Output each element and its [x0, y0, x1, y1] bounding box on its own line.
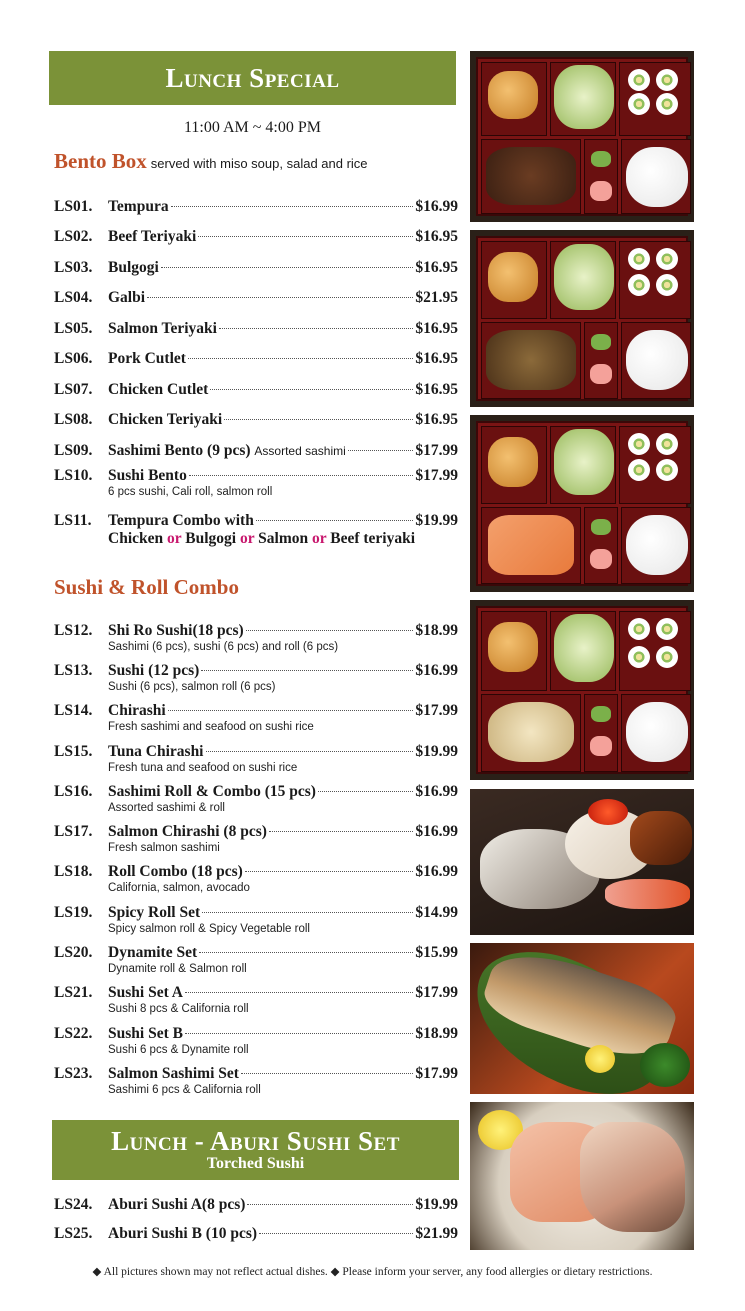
item-name: Aburi Sushi B (10 pcs): [108, 1225, 258, 1242]
menu-item: [54, 944, 458, 976]
bento-box-title: [54, 149, 368, 174]
item-name: Tempura Combo with: [108, 512, 254, 529]
menu-item: [54, 381, 458, 399]
item-code: LS21.: [54, 984, 93, 1001]
menu-item: [54, 512, 458, 548]
item-code: LS23.: [54, 1065, 93, 1082]
item-price: $17.99: [415, 1065, 458, 1082]
item-description: Spicy salmon roll & Spicy Vegetable roll: [108, 923, 310, 935]
aburi-sushi-photo: [470, 1102, 694, 1250]
item-name: Bulgogi: [108, 259, 159, 276]
item-description: Sushi 6 pcs & Dynamite roll: [108, 1044, 249, 1056]
bento-photo-1: [470, 51, 694, 222]
item-description: Sushi 8 pcs & California roll: [108, 1003, 249, 1015]
item-code: LS10.: [54, 467, 93, 484]
item-price: $16.95: [415, 320, 458, 337]
item-description: California, salmon, avocado: [108, 882, 250, 894]
item-price: $16.95: [415, 411, 458, 428]
item-code: LS19.: [54, 904, 93, 921]
menu-item: [54, 289, 458, 307]
grilled-mackerel-photo: [470, 943, 694, 1094]
item-price: $16.95: [415, 381, 458, 398]
item-code: LS14.: [54, 702, 93, 719]
item-name: Tempura: [108, 198, 169, 215]
sushi-roll-combo-title: Sushi & Roll Combo: [54, 575, 239, 599]
item-price: $18.99: [415, 622, 458, 639]
item-code: LS12.: [54, 622, 93, 639]
item-name: Chicken Teriyaki: [108, 411, 223, 428]
item-price: $17.99: [415, 467, 458, 484]
item-description: 6 pcs sushi, Cali roll, salmon roll: [108, 486, 273, 498]
bento-photo-4: [470, 600, 694, 780]
item-name: Beef Teriyaki: [108, 228, 197, 245]
item-price: $19.99: [415, 743, 458, 760]
item-code: LS06.: [54, 350, 93, 367]
item-price: $15.99: [415, 944, 458, 961]
item-code: LS25.: [54, 1225, 93, 1242]
item-price: $16.99: [415, 662, 458, 679]
item-name: Salmon Teriyaki: [108, 320, 217, 337]
item-price: $16.99: [415, 863, 458, 880]
item-description: Fresh tuna and seafood on sushi rice: [108, 762, 298, 774]
item-code: LS08.: [54, 411, 93, 428]
item-price: $16.99: [415, 823, 458, 840]
item-code: LS01.: [54, 198, 93, 215]
item-name: Sushi Bento: [108, 467, 187, 484]
item-code: LS03.: [54, 259, 93, 276]
lunch-special-banner: [49, 51, 456, 105]
item-name: Shi Ro Sushi(18 pcs): [108, 622, 244, 639]
menu-item: [54, 1196, 458, 1214]
menu-item: [54, 743, 458, 775]
or-word: or: [167, 530, 182, 547]
item-price: $21.99: [415, 1225, 458, 1242]
menu-item: [54, 662, 458, 694]
item-price: $16.95: [415, 350, 458, 367]
bento-photo-3: [470, 415, 694, 592]
aburi-sushi-banner: [52, 1120, 459, 1180]
menu-item: [54, 702, 458, 734]
menu-item: [54, 863, 458, 895]
item-price: $17.99: [415, 702, 458, 719]
item-price: $16.99: [415, 783, 458, 800]
item-price: $21.95: [415, 289, 458, 306]
menu-item: [54, 442, 458, 460]
menu-item: [54, 320, 458, 338]
item-code: LS18.: [54, 863, 93, 880]
item-code: LS05.: [54, 320, 93, 337]
menu-item: [54, 984, 458, 1016]
menu-item: [54, 198, 458, 216]
combo-options: [108, 530, 458, 548]
item-name: Salmon Sashimi Set: [108, 1065, 239, 1082]
menu-item: [54, 1225, 458, 1243]
item-name: Galbi: [108, 289, 146, 306]
menu-item: [54, 411, 458, 429]
item-name: Sushi Set B: [108, 1025, 183, 1042]
item-description: Assorted sashimi & roll: [108, 802, 225, 814]
item-price: $18.99: [415, 1025, 458, 1042]
item-name-text: Sashimi Bento (9 pcs): [108, 442, 251, 459]
item-description: Sushi (6 pcs), salmon roll (6 pcs): [108, 681, 276, 693]
item-price: $16.99: [415, 198, 458, 215]
item-price: $19.99: [415, 1196, 458, 1213]
menu-item: [54, 1065, 458, 1097]
item-code: LS20.: [54, 944, 93, 961]
item-price: $17.99: [415, 442, 458, 459]
item-name: Spicy Roll Set: [108, 904, 201, 921]
footer-disclaimer: ◆ All pictures shown may not reflect actual dishes. ◆ Please inform your server, any food allergies or dietary restrictions.: [92, 1266, 653, 1278]
item-code: LS13.: [54, 662, 93, 679]
combo-option: Chicken: [108, 530, 164, 547]
aburi-sushi-title: Lunch - Aburi Sushi Set: [111, 1126, 400, 1156]
item-name: Chicken Cutlet: [108, 381, 209, 398]
menu-item: [54, 259, 458, 277]
item-name: Sashimi Roll & Combo (15 pcs): [108, 783, 316, 800]
menu-item: [54, 823, 458, 855]
item-name: Sushi (12 pcs): [108, 662, 200, 679]
item-description: Sashimi (6 pcs), sushi (6 pcs) and roll (6 pcs): [108, 641, 339, 653]
menu-item: [54, 228, 458, 246]
menu-item: [54, 1025, 458, 1057]
item-price: $19.99: [415, 512, 458, 529]
item-code: LS22.: [54, 1025, 93, 1042]
item-name: Pork Cutlet: [108, 350, 186, 367]
combo-option: Beef teriyaki: [330, 530, 416, 547]
item-description: Fresh sashimi and seafood on sushi rice: [108, 721, 314, 733]
item-name: Sushi Set A: [108, 984, 183, 1001]
lunch-special-title: Lunch Special: [165, 63, 340, 93]
menu-item: [54, 783, 458, 815]
or-word: or: [239, 530, 255, 547]
item-price: $14.99: [415, 904, 458, 921]
item-name: Salmon Chirashi (8 pcs): [108, 823, 267, 840]
bento-photo-2: [470, 230, 694, 407]
item-price: $16.95: [415, 259, 458, 276]
item-code: LS04.: [54, 289, 93, 306]
item-code: LS24.: [54, 1196, 93, 1213]
item-code: LS02.: [54, 228, 93, 245]
item-note: Assorted sashimi: [254, 444, 346, 458]
item-name: Chirashi: [108, 702, 166, 719]
combo-option: Bulgogi: [185, 530, 237, 547]
aburi-sushi-subtitle: Torched Sushi: [206, 1155, 305, 1172]
item-code: LS17.: [54, 823, 93, 840]
item-description: Fresh salmon sashimi: [108, 842, 220, 854]
item-name: [108, 442, 346, 460]
item-description: Sashimi 6 pcs & California roll: [108, 1084, 261, 1096]
item-code: LS09.: [54, 442, 93, 459]
menu-item: [54, 904, 458, 936]
menu-item: [54, 467, 458, 499]
item-name: Roll Combo (18 pcs): [108, 863, 243, 880]
item-code: LS16.: [54, 783, 93, 800]
menu-item: [54, 622, 458, 654]
item-name: Dynamite Set: [108, 944, 198, 961]
item-price: $16.95: [415, 228, 458, 245]
lunch-hours: 11:00 AM ~ 4:00 PM: [184, 119, 321, 136]
menu-item: [54, 350, 458, 368]
item-name: Aburi Sushi A(8 pcs): [108, 1196, 246, 1213]
item-name: Tuna Chirashi: [108, 743, 204, 760]
bento-box-description: served with miso soup, salad and rice: [150, 156, 368, 171]
combo-option: Salmon: [258, 530, 309, 547]
bento-box-heading: Bento Box: [54, 149, 147, 173]
item-code: LS11.: [54, 512, 92, 529]
item-code: LS15.: [54, 743, 93, 760]
item-code: LS07.: [54, 381, 93, 398]
nigiri-photo: [470, 789, 694, 935]
item-description: Dynamite roll & Salmon roll: [108, 963, 247, 975]
or-word: or: [312, 530, 327, 547]
item-price: $17.99: [415, 984, 458, 1001]
